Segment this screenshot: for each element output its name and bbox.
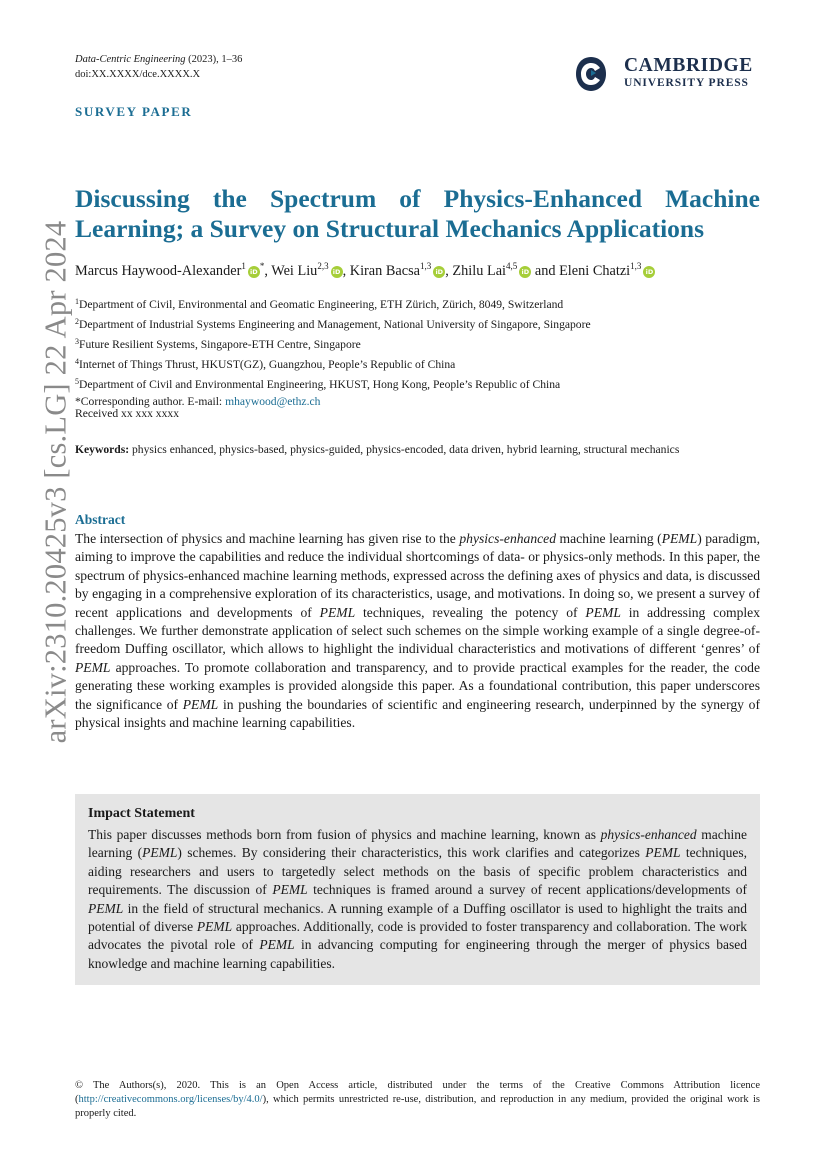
author-name: Marcus Haywood-Alexander bbox=[75, 263, 242, 279]
affiliation-2: $^2$Department of Industrial Systems Engineering and Management, National University of Singapore, Singapore bbox=[75, 317, 591, 331]
cambridge-shield-icon bbox=[574, 56, 608, 92]
author-name: Eleni Chatzi bbox=[559, 263, 631, 279]
author-list bbox=[75, 261, 765, 280]
author-affil-sup: 1,3 bbox=[420, 261, 432, 271]
impact-body: This paper discusses methods born from fusion of physics and machine learning, known as physics-enhanced machine learning (PEML) schemes. By considering their characteristics, this work clarifies and categorizes PEML techniques, aiding researchers and users to targetedly select methods on the basis of specific problem characteristics and requirements. The discussion of PEML techniques is framed around a survey of recent applications/developments of PEML in the field of structural mechanics. A running example of a Duffing oscillator is used to highlight the traits and potential of diverse PEML approaches. Additionally, code is provided to foster transparency and collaboration. The work advocates the pivotal role of PEML in advancing computing for engineering through the merger of physics based knowledge and machine learning capabilities. bbox=[88, 827, 748, 971]
author-2: , Wei Liu$^{2,3}$iD bbox=[264, 263, 342, 279]
impact-heading: Impact Statement bbox=[88, 806, 195, 821]
author-3: , Kiran Bacsa$^{1,3}$iD bbox=[343, 263, 446, 279]
abstract-heading: Abstract bbox=[75, 512, 126, 527]
affiliation-3: $^3$Future Resilient Systems, Singapore-ETH Centre, Singapore bbox=[75, 337, 361, 351]
orcid-icon[interactable]: iD bbox=[331, 266, 343, 278]
publisher-logo bbox=[574, 54, 764, 96]
title-line-2: Learning; a Survey on Structural Mechanics Applications bbox=[75, 214, 705, 243]
orcid-icon[interactable]: iD bbox=[433, 266, 445, 278]
keywords bbox=[75, 441, 760, 458]
received-date: Received xx xxx xxxx bbox=[75, 407, 179, 420]
corresponding-author: *Corresponding author. E-mail: mhaywood@ethz.ch bbox=[75, 395, 321, 408]
author-affil-sup: 1,3 bbox=[630, 261, 642, 271]
journal-header bbox=[75, 52, 242, 82]
journal-name: Data-Centric Engineering bbox=[75, 54, 186, 65]
section-label: SURVEY PAPER bbox=[75, 104, 193, 119]
author-5: and Eleni Chatzi$^{1,3}$iD bbox=[531, 263, 655, 279]
corresponding-mark: * bbox=[259, 261, 265, 271]
journal-year-pages: (2023), 1–36 bbox=[185, 54, 243, 65]
affiliation-5: $^5$Department of Civil and Environmental Engineering, HKUST, Hong Kong, People’s Republic of China bbox=[75, 377, 561, 391]
affiliation-4: $^4$Internet of Things Thrust, HKUST(GZ), Guangzhou, People’s Republic of China bbox=[75, 357, 456, 371]
author-affil-sup: 4,5 bbox=[506, 261, 518, 271]
arxiv-identifier: arXiv:2310.20425v3 [cs.LG] 22 Apr 2024 bbox=[38, 220, 73, 744]
license-footer: © The Authors(s), 2020. This is an Open Access article, distributed under the terms of the Creative Commons Attribution licence (http://creativecommons.org/licenses/by/4.0/), which permits unrestricted re-use, distribution, and reproduction in any medium, provided the original work is properly cited. bbox=[75, 1080, 760, 1119]
keywords-label: Keywords: bbox=[75, 443, 130, 456]
journal-doi: doi:XX.XXXX/dce.XXXX.X bbox=[75, 69, 201, 80]
orcid-icon[interactable]: iD bbox=[248, 266, 260, 278]
author-name: Zhilu Lai bbox=[452, 263, 507, 279]
keywords-text: physics enhanced, physics-based, physics-guided, physics-encoded, data driven, hybrid learning, structural mechanics bbox=[129, 443, 680, 456]
author-name: Kiran Bacsa bbox=[349, 263, 421, 279]
orcid-icon[interactable]: iD bbox=[519, 266, 531, 278]
abstract-body: The intersection of physics and machine learning has given rise to the physics-enhanced machine learning (PEML) paradigm, aiming to improve the capabilities and reduce the individual shortcomings of data- or physics-only methods. In this paper, the spectrum of physics-enhanced machine learning methods, expressed across the defining axes of physics and data, is discussed by engaging in a comprehensive exploration of its characteristics, usage, and motivations. In doing so, we present a survey of recent applications and developments of PEML techniques, revealing the potency of PEML in addressing complex challenges. We further demonstrate application of select such schemes on the simple working example of a single degree-of-freedom Duffing oscillator, which allows to highlight the individual characteristics and motivations of different ‘genres’ of PEML approaches. To promote collaboration and transparency, and to provide practical examples for the reader, the code generating these working examples is provided alongside this paper. As a foundational contribution, this paper underscores the significance of PEML in pushing the boundaries of scientific and engineering research, underpinned by the synergy of physical insights and machine learning capabilities. bbox=[75, 531, 760, 731]
author-1 bbox=[75, 263, 264, 279]
author-4: , Zhilu Lai$^{4,5}$iD bbox=[445, 263, 531, 279]
title-line-1: Discussing the Spectrum of Physics-Enhanced Machine bbox=[75, 184, 760, 213]
orcid-icon[interactable]: iD bbox=[643, 266, 655, 278]
email-link[interactable]: mhaywood@ethz.ch bbox=[225, 395, 321, 408]
paper-title bbox=[75, 184, 760, 244]
author-affil-sup: 2,3 bbox=[317, 261, 329, 271]
affiliation-1: $^1$Department of Civil, Environmental and Geomatic Engineering, ETH Zürich, Zürich, 8049, Switzerland bbox=[75, 297, 564, 311]
affiliations bbox=[75, 293, 765, 410]
publisher-name-line1: CAMBRIDGE bbox=[624, 55, 753, 76]
license-link[interactable]: http://creativecommons.org/licenses/by/4.0/ bbox=[78, 1094, 263, 1105]
author-affil-sup: 1 bbox=[241, 261, 246, 271]
author-name: Wei Liu bbox=[271, 263, 318, 279]
publisher-name-line2: UNIVERSITY PRESS bbox=[624, 77, 749, 89]
